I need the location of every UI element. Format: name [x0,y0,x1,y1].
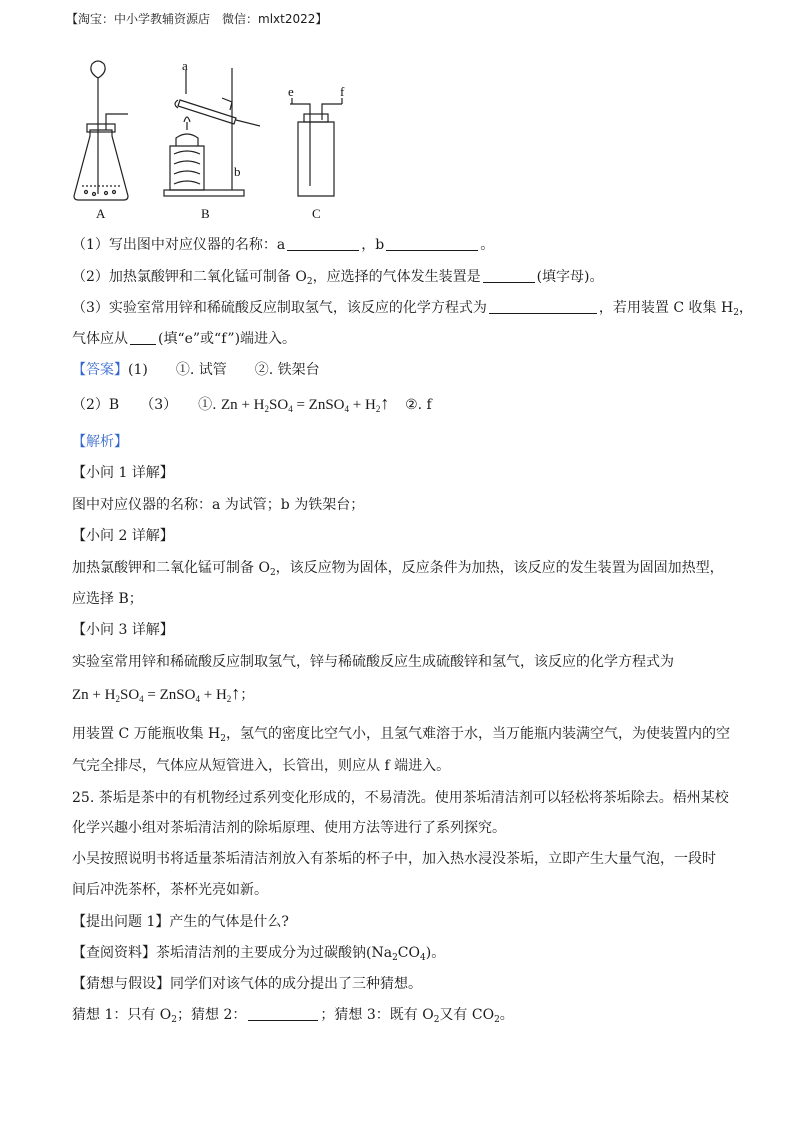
analysis-s2-title: 【小问 2 详解】 [72,528,174,544]
answer-tag: 【答案】 [72,362,128,378]
blank-end [130,330,156,345]
label-a: a [182,58,188,73]
blank-equation [489,299,597,314]
analysis-s2-text2: 应选择 B； [72,591,143,607]
label-f: f [340,84,345,99]
answer-equation: $Zn + H_2SO_4$ = ZnSO$_4$ + $H_2↑$ [221,393,390,414]
question-1: （1）写出图中对应仪器的名称：a ，b 。 [72,237,495,253]
q25-problem: 【提出问题 1】产生的气体是什么? [72,914,289,930]
blank-b [386,236,478,251]
q25-guesses: 猜想 1：只有 $O_2$；猜想 2： ；猜想 3：既有 $O_2$又有 $CO_2$。 [72,1007,514,1025]
blank-a [287,236,359,251]
answer-line-1: 【答案】(1) ①. 试管 ②. 铁架台 [72,362,320,378]
q25-p3: 小吴按照说明书将适量茶垢清洁剂放入有茶垢的杯子中，加入热水浸没茶垢，立即产生大量气泡，一段时 [72,851,716,867]
label-e: e [288,84,294,99]
question-3-line2: 气体应从 (填“e”或“f”)端进入。 [72,331,297,347]
watermark: 【淘宝：中小学教辅资源店 微信：mlxt2022】 [66,12,328,26]
analysis-s3-text: 实验室常用锌和稀硫酸反应制取氢气，锌与稀硫酸反应生成硫酸锌和氢气，该反应的化学方程式为 [72,654,674,670]
caption-a: A [96,206,106,221]
answer-line-2: （2）B （3） ①. $Zn + H_2SO_4$ = ZnSO$_4$ + $H_2↑$ ②. f [72,393,432,414]
analysis-s3-equation: $Zn + H_2SO_4$ = ZnSO$_4$ + $H_2↑$； [72,683,255,704]
analysis-s3-title: 【小问 3 详解】 [72,622,174,638]
analysis-s3-p1: 用装置 C 万能瓶收集 $H_2$，氢气的密度比空气小，且氢气难溶于水，当万能瓶内装满空气，为使装置内的空 [72,726,731,744]
label-b: b [234,164,241,179]
apparatus-a-flask [74,61,128,200]
q25-p2: 化学兴趣小组对茶垢清洁剂的除垢原理、使用方法等进行了系列探究。 [72,820,506,836]
q25-info: 【查阅资料】茶垢清洁剂的主要成分为过碳酸钠$(Na_2CO_4)$。 [72,945,446,963]
analysis-s1-text: 图中对应仪器的名称：a 为试管；b 为铁架台； [72,497,365,513]
analysis-s2-text: 加热氯酸钾和二氧化锰可制备 $O_2$，该反应物为固体，反应条件为加热，该反应的发生装置为固固加热型， [72,560,724,578]
question-2: （2）加热氯酸钾和二氧化锰可制备 $O_2$，应选择的气体发生装置是 (填字母)。 [72,269,604,287]
blank-q2 [483,268,535,283]
q25-p1: 25. 茶垢是茶中的有机物经过系列变化形成的，不易清洗。使用茶垢清洁剂可以轻松将茶垢除去。梧州某校 [72,790,729,806]
q25-hypothesis: 【猜想与假设】同学们对该气体的成分提出了三种猜想。 [72,976,422,992]
blank-guess-2 [248,1006,318,1021]
caption-c: C [312,206,321,221]
question-3: （3）实验室常用锌和稀硫酸反应制取氢气，该反应的化学方程式为 ，若用装置 C 收集 $H_2$， [72,300,753,318]
apparatus-figure [60,58,380,228]
q25-p4: 间后冲洗茶杯，茶杯光亮如新。 [72,882,268,898]
apparatus-b-stand [164,68,260,196]
analysis-tag: 【解析】 [72,434,128,450]
caption-b: B [201,206,210,221]
analysis-s3-p2: 气完全排尽，气体应从短管进入，长管出，则应从 f 端进入。 [72,758,451,774]
analysis-s1-title: 【小问 1 详解】 [72,465,174,481]
apparatus-c-bottle [290,98,342,196]
